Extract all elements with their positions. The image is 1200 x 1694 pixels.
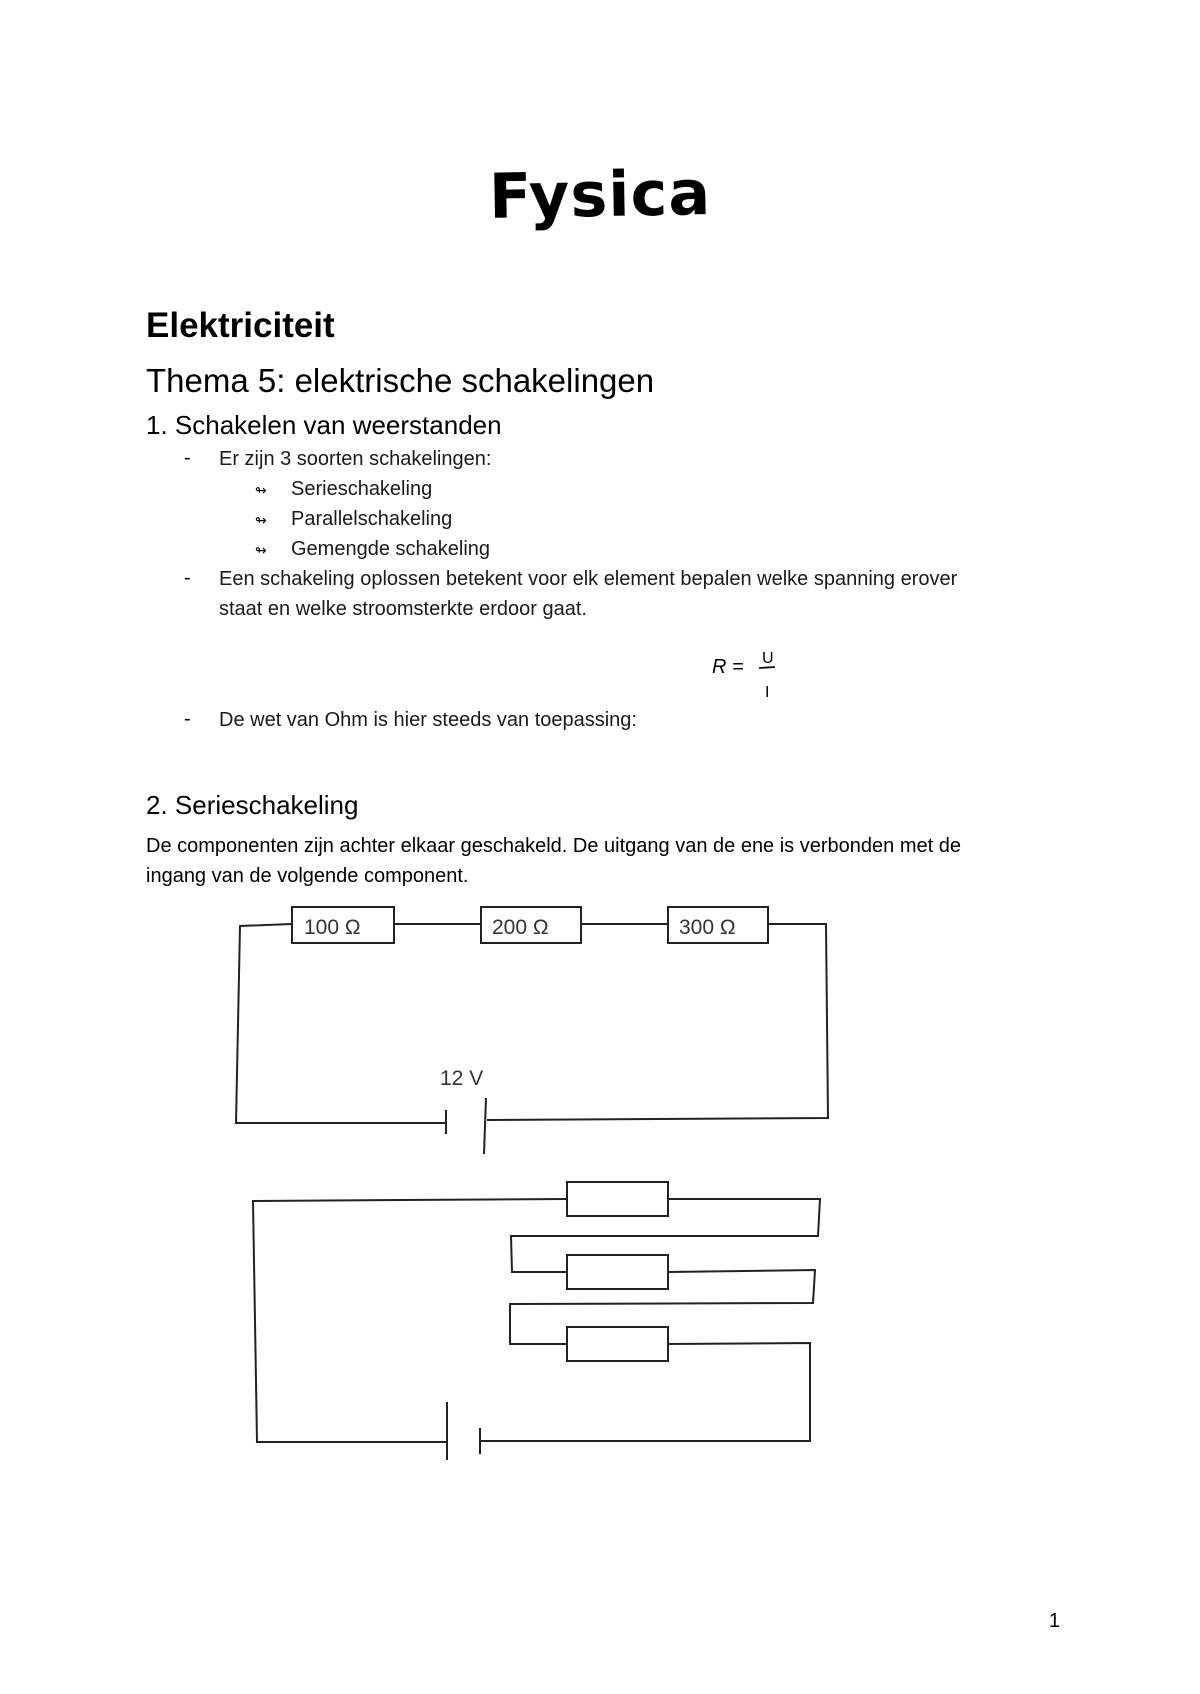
resistor	[567, 1182, 668, 1216]
voltage-label: 12 V	[440, 1067, 484, 1090]
ohm-text: De wet van Ohm is hier steeds van toepassing:	[219, 709, 637, 731]
explain-line: staat en welke stroomsterkte erdoor gaat.	[219, 598, 587, 620]
wire	[487, 924, 828, 1120]
explain-line: Een schakeling oplossen betekent voor elk element bepalen welke spanning erover	[219, 568, 958, 590]
list-item: Parallelschakeling	[291, 508, 453, 530]
arrow-bullet-icon: ↬	[255, 512, 267, 528]
bullet-intro: Er zijn 3 soorten schakelingen:	[219, 448, 492, 470]
ohm-formula	[712, 650, 792, 710]
theme-heading: Thema 5: elektrische schakelingen	[146, 362, 655, 399]
resistor-label: 300 Ω	[679, 916, 736, 939]
page-title: Fysica	[488, 156, 712, 233]
section2-paragraph	[146, 831, 1066, 891]
wire	[236, 924, 446, 1123]
list-item: Gemengde schakeling	[291, 538, 491, 560]
paragraph-line: De componenten zijn achter elkaar geschakeld. De uitgang van de ene is verbonden met de	[146, 835, 961, 857]
section-heading: Elektriciteit	[146, 306, 335, 345]
page-number: 1	[1048, 1610, 1060, 1632]
section2-heading: 2. Serieschakeling	[146, 790, 359, 820]
paragraph-line: ingang van de volgende component.	[146, 865, 469, 887]
wire	[510, 1270, 815, 1344]
formula-denominator: I	[765, 684, 770, 701]
dash-bullet: -	[184, 567, 191, 589]
wire	[480, 1343, 810, 1441]
arrow-bullet-icon: ↬	[255, 482, 267, 498]
battery-long-plate	[484, 1098, 486, 1154]
arrow-bullet-icon: ↬	[255, 542, 267, 558]
list-item: Serieschakeling	[291, 478, 433, 500]
series-circuit-zigzag	[0, 1170, 1200, 1470]
dash-bullet: -	[184, 708, 191, 730]
resistor-label: 200 Ω	[492, 916, 549, 939]
formula-numerator: U	[762, 650, 774, 667]
wire	[511, 1199, 820, 1272]
fraction-bar	[759, 667, 775, 668]
dash-bullet: -	[184, 447, 191, 469]
section1-heading: 1. Schakelen van weerstanden	[146, 410, 502, 440]
resistor-label: 100 Ω	[304, 916, 361, 939]
formula-lhs: R =	[712, 656, 744, 678]
resistor	[567, 1255, 668, 1289]
series-circuit-labeled	[0, 890, 1200, 1170]
resistor	[567, 1327, 668, 1361]
